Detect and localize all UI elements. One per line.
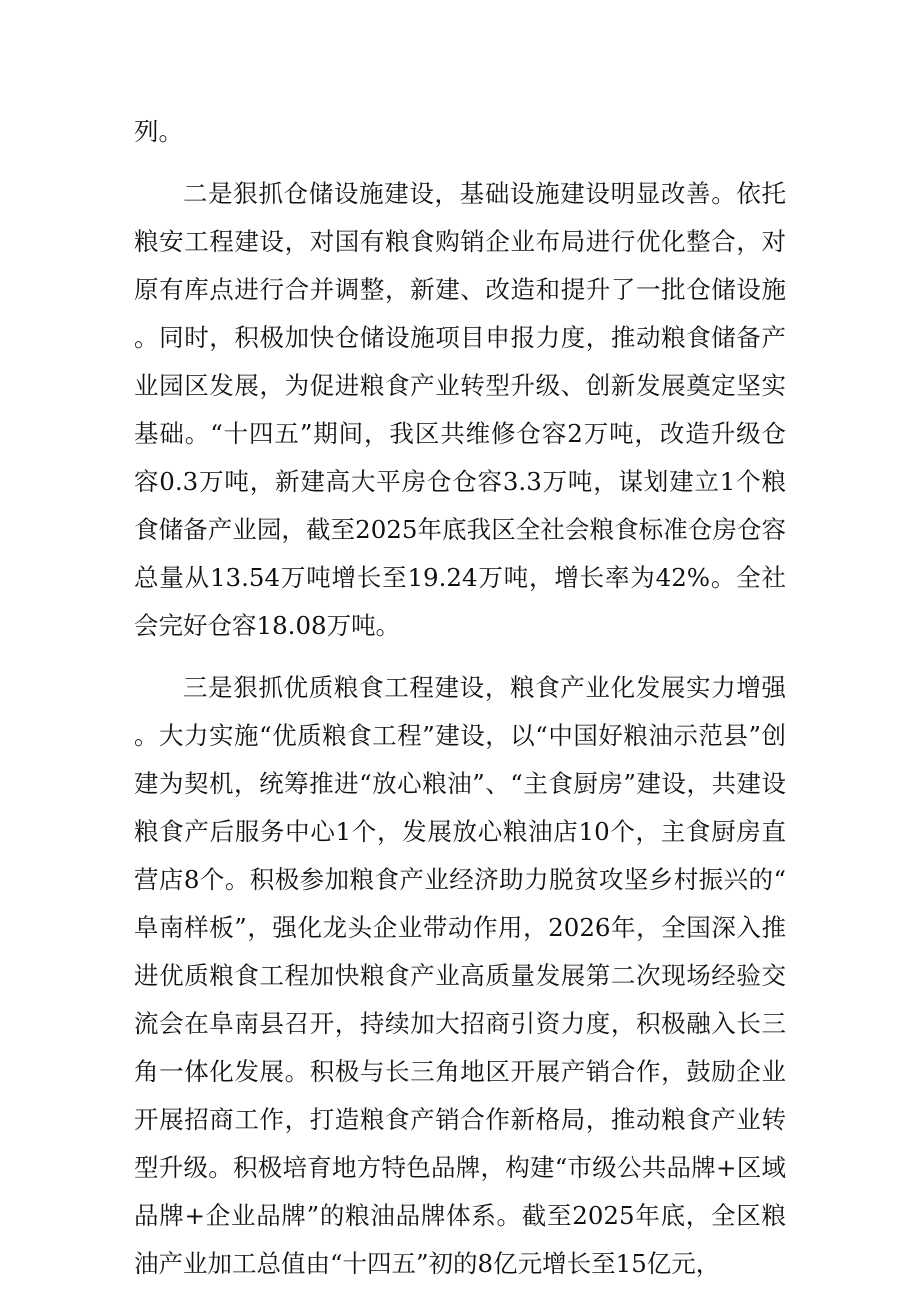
- document-body: [134, 108, 786, 1288]
- paragraph-quality-grain-project: 三是狠抓优质粮食工程建设，粮食产业化发展实力增强。大力实施“优质粮食工程”建设，以“中国好粮油示范县”创建为契机，统筹推进“放心粮油”、“主食厨房”建设，共建设粮食产后服务中心1个，发展放心粮油店10个，主食厨房直营店8个。积极参加粮食产业经济助力脱贫攻坚乡村振兴的“阜南样板”，强化龙头企业带动作用，2026年，全国深入推进优质粮食工程加快粮食产业高质量发展第二次现场经验交流会在阜南县召开，持续加大招商引资力度，积极融入长三角一体化发展。积极与长三角地区开展产销合作，鼓励企业开展招商工作，打造粮食产销合作新格局，推动粮食产业转型升级。积极培育地方特色品牌，构建“市级公共品牌+区域品牌+企业品牌”的粮油品牌体系。截至2025年底，全区粮油产业加工总值由“十四五”初的8亿元增长至15亿元，: [134, 673, 786, 1278]
- paragraph-storage-facilities: 二是狠抓仓储设施建设，基础设施建设明显改善。依托粮安工程建设，对国有粮食购销企业布局进行优化整合，对原有库点进行合并调整，新建、改造和提升了一批仓储设施。同时，积极加快仓储设施项目申报力度，推动粮食储备产业园区发展，为促进粮食产业转型升级、创新发展奠定坚实基础。“十四五”期间，我区共维修仓容2万吨，改造升级仓容0.3万吨，新建高大平房仓仓容3.3万吨，谋划建立1个粮食储备产业园，截至2025年底我区全社会粮食标准仓房仓容总量从13.54万吨增长至19.24万吨，增长率为42%。全社会完好仓容18.08万吨。: [134, 179, 786, 640]
- paragraph-continuation: 列。: [134, 117, 183, 146]
